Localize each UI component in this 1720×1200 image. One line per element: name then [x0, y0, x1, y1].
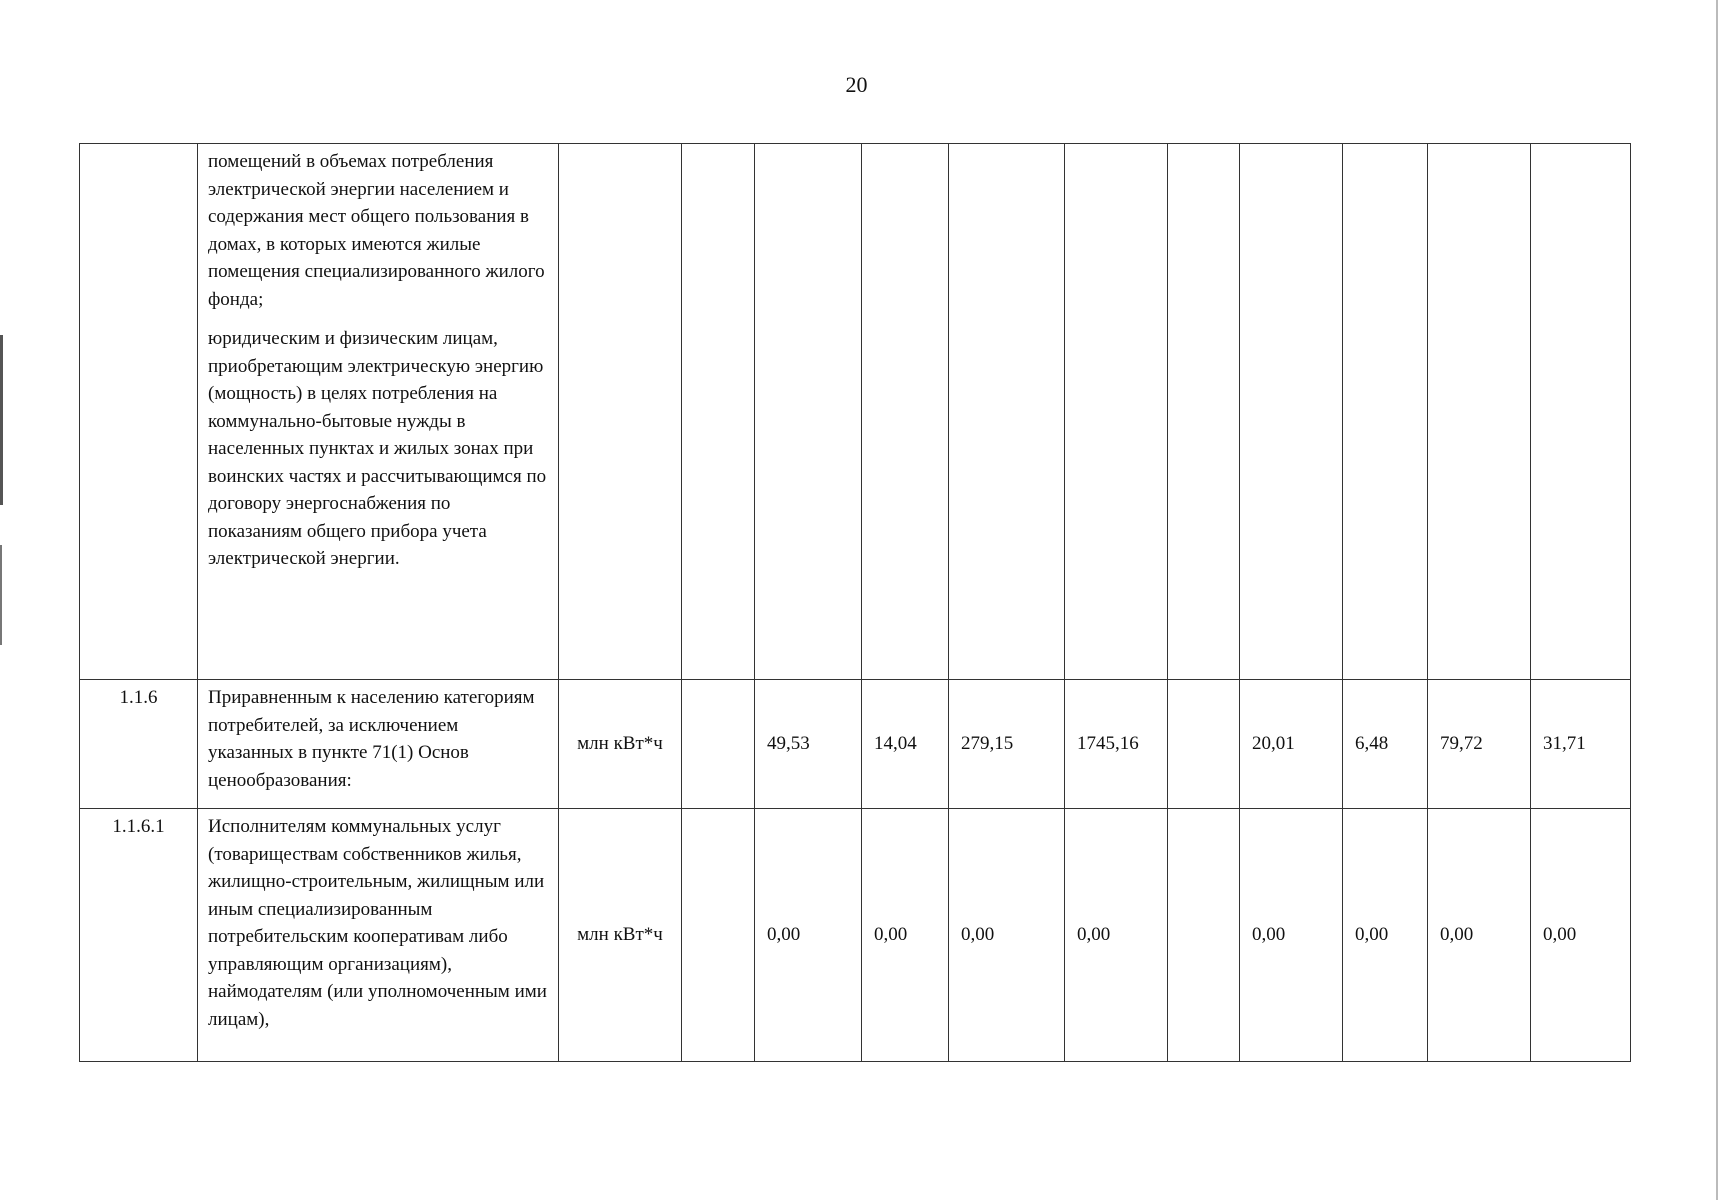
value-cell: [755, 144, 862, 680]
row-number: 1.1.6: [80, 680, 198, 809]
value-cell: [1240, 144, 1343, 680]
value-cell: [1168, 680, 1240, 809]
value-cell: 0,00: [862, 809, 949, 1062]
row-number: 1.1.6.1: [80, 809, 198, 1062]
value-cell: 0,00: [1343, 809, 1428, 1062]
value-cell: [1531, 144, 1631, 680]
value-cell: 0,00: [1428, 809, 1531, 1062]
row-unit: [559, 144, 682, 680]
row-description: [198, 680, 559, 809]
value-cell: [1065, 144, 1168, 680]
description-paragraph: помещений в объемах потребления электрической энергии населением и содержания мест общего пользования в домах, в которых имеются жилые помещения специализированного жилого фонда;: [208, 151, 545, 310]
value-cell: 0,00: [755, 809, 862, 1062]
description-paragraph: Приравненным к населению категориям потребителей, за исключением указанных в пункте 71(1) Основ ценообразования:: [208, 687, 535, 791]
data-table: [79, 143, 1631, 1062]
value-cell: 0,00: [1240, 809, 1343, 1062]
row-description: [198, 809, 559, 1062]
scan-edge-mark: [1716, 0, 1718, 1200]
value-cell: 0,00: [949, 809, 1065, 1062]
value-cell: 279,15: [949, 680, 1065, 809]
value-cell: 0,00: [1065, 809, 1168, 1062]
value-cell: [682, 144, 755, 680]
page-number: 20: [845, 72, 868, 97]
value-cell: 6,48: [1343, 680, 1428, 809]
value-cell: [682, 809, 755, 1062]
row-unit: млн кВт*ч: [559, 809, 682, 1062]
value-cell: 49,53: [755, 680, 862, 809]
description-paragraph: Исполнителям коммунальных услуг (товариществам собственников жилья, жилищно-строительным, жилищным или иным специализированным потребительским кооперативам либо управляющим организациям), наймодателям (или уполномоченным ими лицам),: [208, 816, 547, 1030]
value-cell: [1343, 144, 1428, 680]
description-paragraph: юридическим и физическим лицам, приобретающим электрическую энергию (мощность) в целях потребления на коммунально-бытовые нужды в населенных пунктах и жилых зонах при воинских частях и рассчитывающимся по договору энергоснабжения по показаниям общего прибора учета электрической энергии.: [208, 328, 547, 569]
value-cell: 31,71: [1531, 680, 1631, 809]
row-number: [80, 144, 198, 680]
value-cell: [1168, 144, 1240, 680]
scan-edge-mark: [0, 335, 3, 505]
row-description: [198, 144, 559, 680]
value-cell: [949, 144, 1065, 680]
value-cell: [682, 680, 755, 809]
value-cell: 14,04: [862, 680, 949, 809]
value-cell: [862, 144, 949, 680]
value-cell: 0,00: [1531, 809, 1631, 1062]
table-row: [80, 809, 1631, 1062]
scan-edge-mark: [0, 545, 2, 645]
row-unit: млн кВт*ч: [559, 680, 682, 809]
value-cell: 20,01: [1240, 680, 1343, 809]
table-row: [80, 680, 1631, 809]
value-cell: [1168, 809, 1240, 1062]
value-cell: 1745,16: [1065, 680, 1168, 809]
value-cell: 79,72: [1428, 680, 1531, 809]
table-row: [80, 144, 1631, 680]
value-cell: [1428, 144, 1531, 680]
